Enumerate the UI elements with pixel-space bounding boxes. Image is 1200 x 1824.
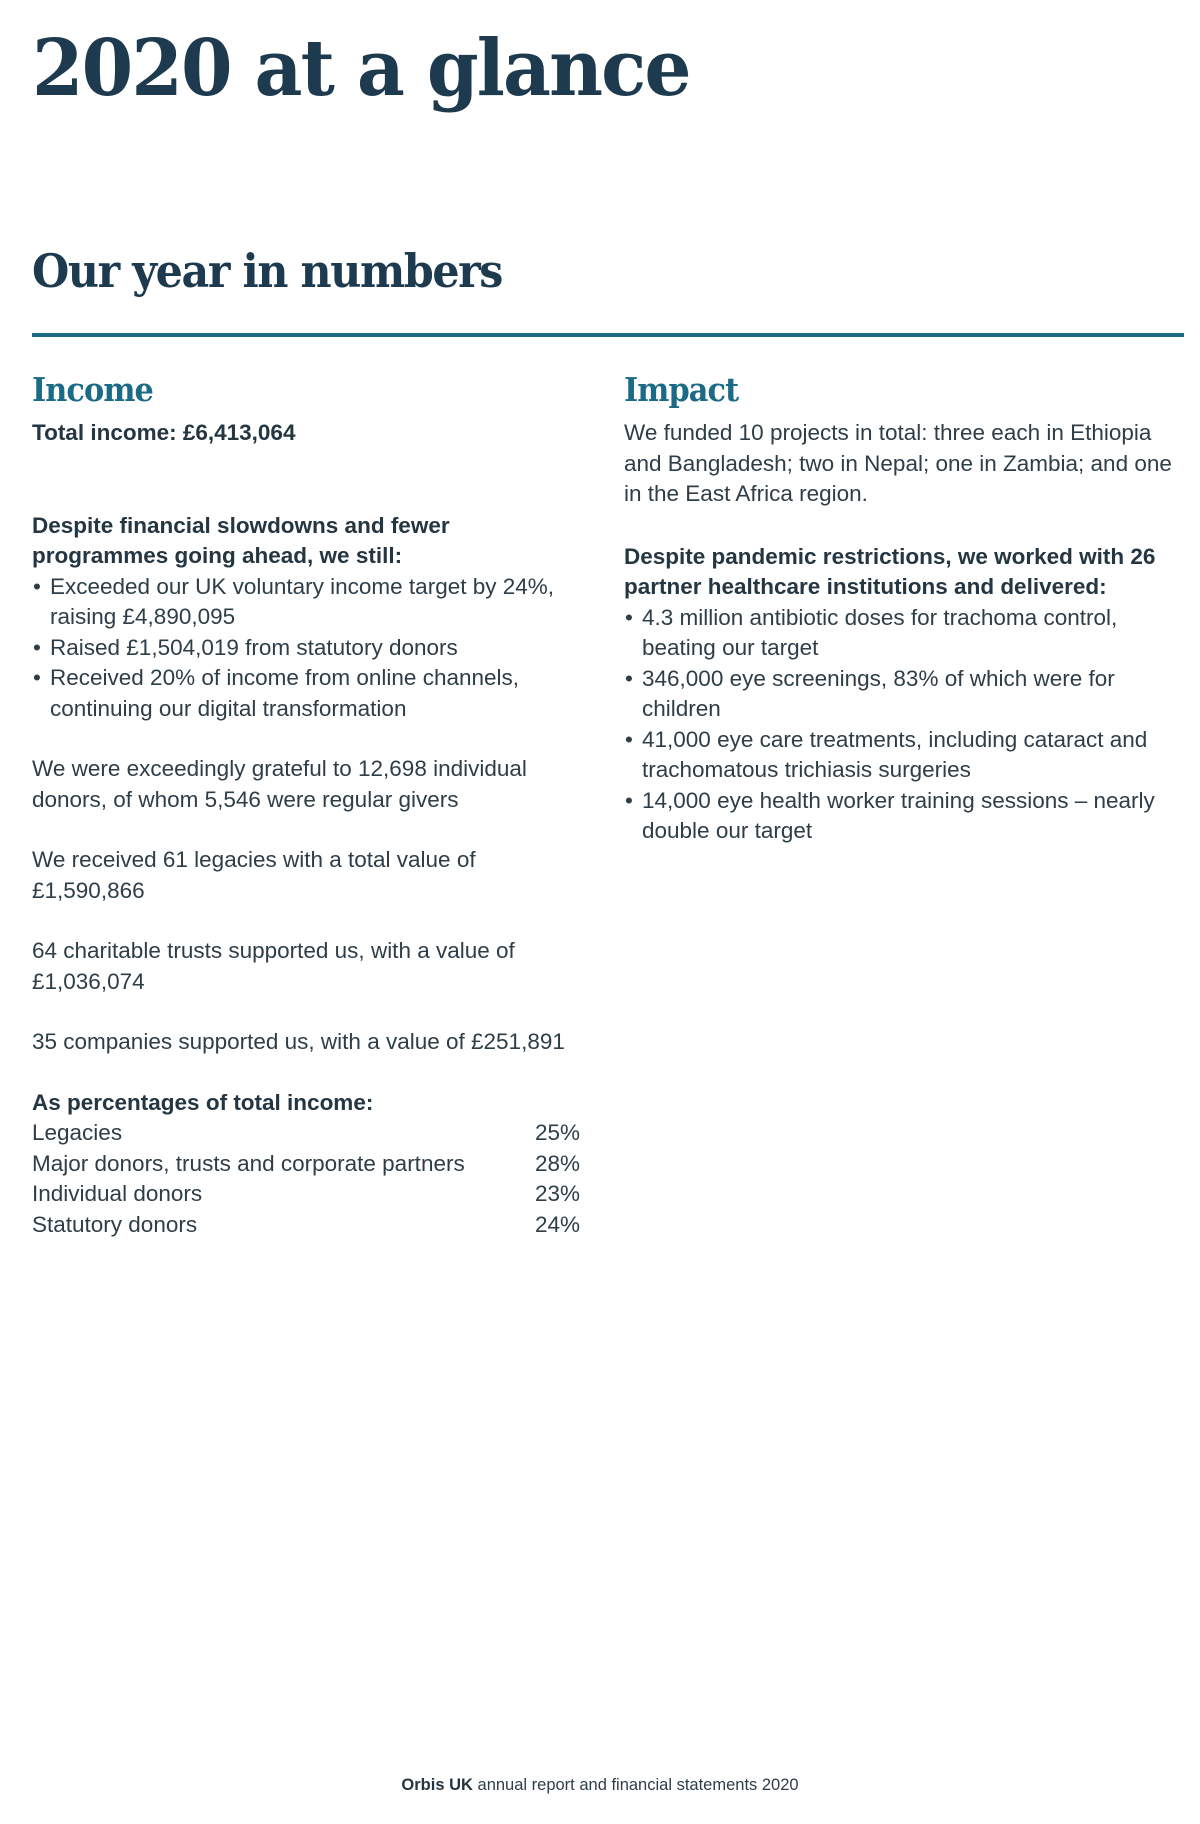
percentage-row — [32, 1149, 580, 1180]
impact-column — [624, 368, 1184, 847]
list-item: • Exceeded our UK voluntary income target by 24%, raising £4,890,095 — [33, 573, 555, 629]
section-divider — [32, 333, 1184, 337]
percentage-label: Legacies — [32, 1120, 123, 1145]
percentages-heading: As percentages of total income: — [32, 1089, 374, 1115]
impact-delivered-list — [624, 603, 1184, 847]
percentage-row — [32, 1179, 580, 1210]
list-item: • Raised £1,504,019 from statutory donors — [32, 633, 592, 664]
bullet-icon: • — [33, 665, 41, 690]
footer-brand: Orbis UK — [401, 1776, 473, 1794]
percentage-row — [32, 1210, 580, 1241]
percentage-value: 24% — [534, 1211, 580, 1237]
percentage-label: Statutory donors — [32, 1211, 198, 1237]
footer-text: annual report and financial statements 2020 — [472, 1776, 799, 1794]
total-income: Total income: £6,413,064 — [32, 420, 296, 445]
impact-delivered-intro: Despite pandemic restrictions, we worked with 26 partner healthcare institutions and delivered: — [624, 543, 1156, 599]
percentage-value: 23% — [534, 1181, 580, 1206]
bullet-icon: • — [33, 573, 41, 599]
percentage-value: 25% — [534, 1120, 580, 1145]
page-title: 2020 at a glance — [32, 23, 690, 114]
list-item: • 14,000 eye health worker training sessions – nearly double our target — [625, 787, 1155, 843]
bullet-icon: • — [625, 665, 633, 691]
list-item: • 4.3 million antibiotic doses for trachoma control, beating our target — [625, 604, 1118, 660]
companies-paragraph: 35 companies supported us, with a value of £251,891 — [32, 1029, 565, 1054]
legacies-paragraph: We received 61 legacies with a total value of £1,590,866 — [32, 847, 476, 903]
bullet-icon: • — [625, 787, 633, 813]
list-item: • 41,000 eye care treatments, including cataract and trachomatous trichiasis surgeries — [625, 726, 1148, 782]
income-achievements-list — [32, 572, 592, 725]
bullet-icon: • — [625, 604, 633, 630]
projects-paragraph: We funded 10 projects in total: three each in Ethiopia and Bangladesh; two in Nepal; one in Zambia; and one in the East Africa region. — [624, 420, 1172, 506]
income-column — [32, 368, 592, 1240]
trusts-paragraph: 64 charitable trusts supported us, with a value of £1,036,074 — [32, 938, 515, 994]
income-heading: Income — [32, 370, 153, 409]
list-item: • Received 20% of income from online channels, continuing our digital transformation — [33, 665, 520, 721]
percentage-value: 28% — [534, 1150, 580, 1176]
section-title: Our year in numbers — [32, 244, 502, 298]
impact-heading: Impact — [624, 370, 739, 409]
income-achievements-intro: Despite financial slowdowns and fewer programmes going ahead, we still: — [32, 512, 450, 568]
page-footer — [0, 1776, 1200, 1795]
percentage-label: Individual donors — [32, 1181, 203, 1206]
percentage-label: Major donors, trusts and corporate partners — [32, 1150, 465, 1176]
percentage-row — [32, 1118, 580, 1149]
donors-paragraph: We were exceedingly grateful to 12,698 individual donors, of whom 5,546 were regular givers — [32, 756, 527, 812]
list-item: • 346,000 eye screenings, 83% of which were for children — [625, 665, 1115, 721]
bullet-icon: • — [625, 726, 633, 752]
percentages-table — [32, 1118, 592, 1240]
bullet-icon: • — [33, 634, 41, 660]
